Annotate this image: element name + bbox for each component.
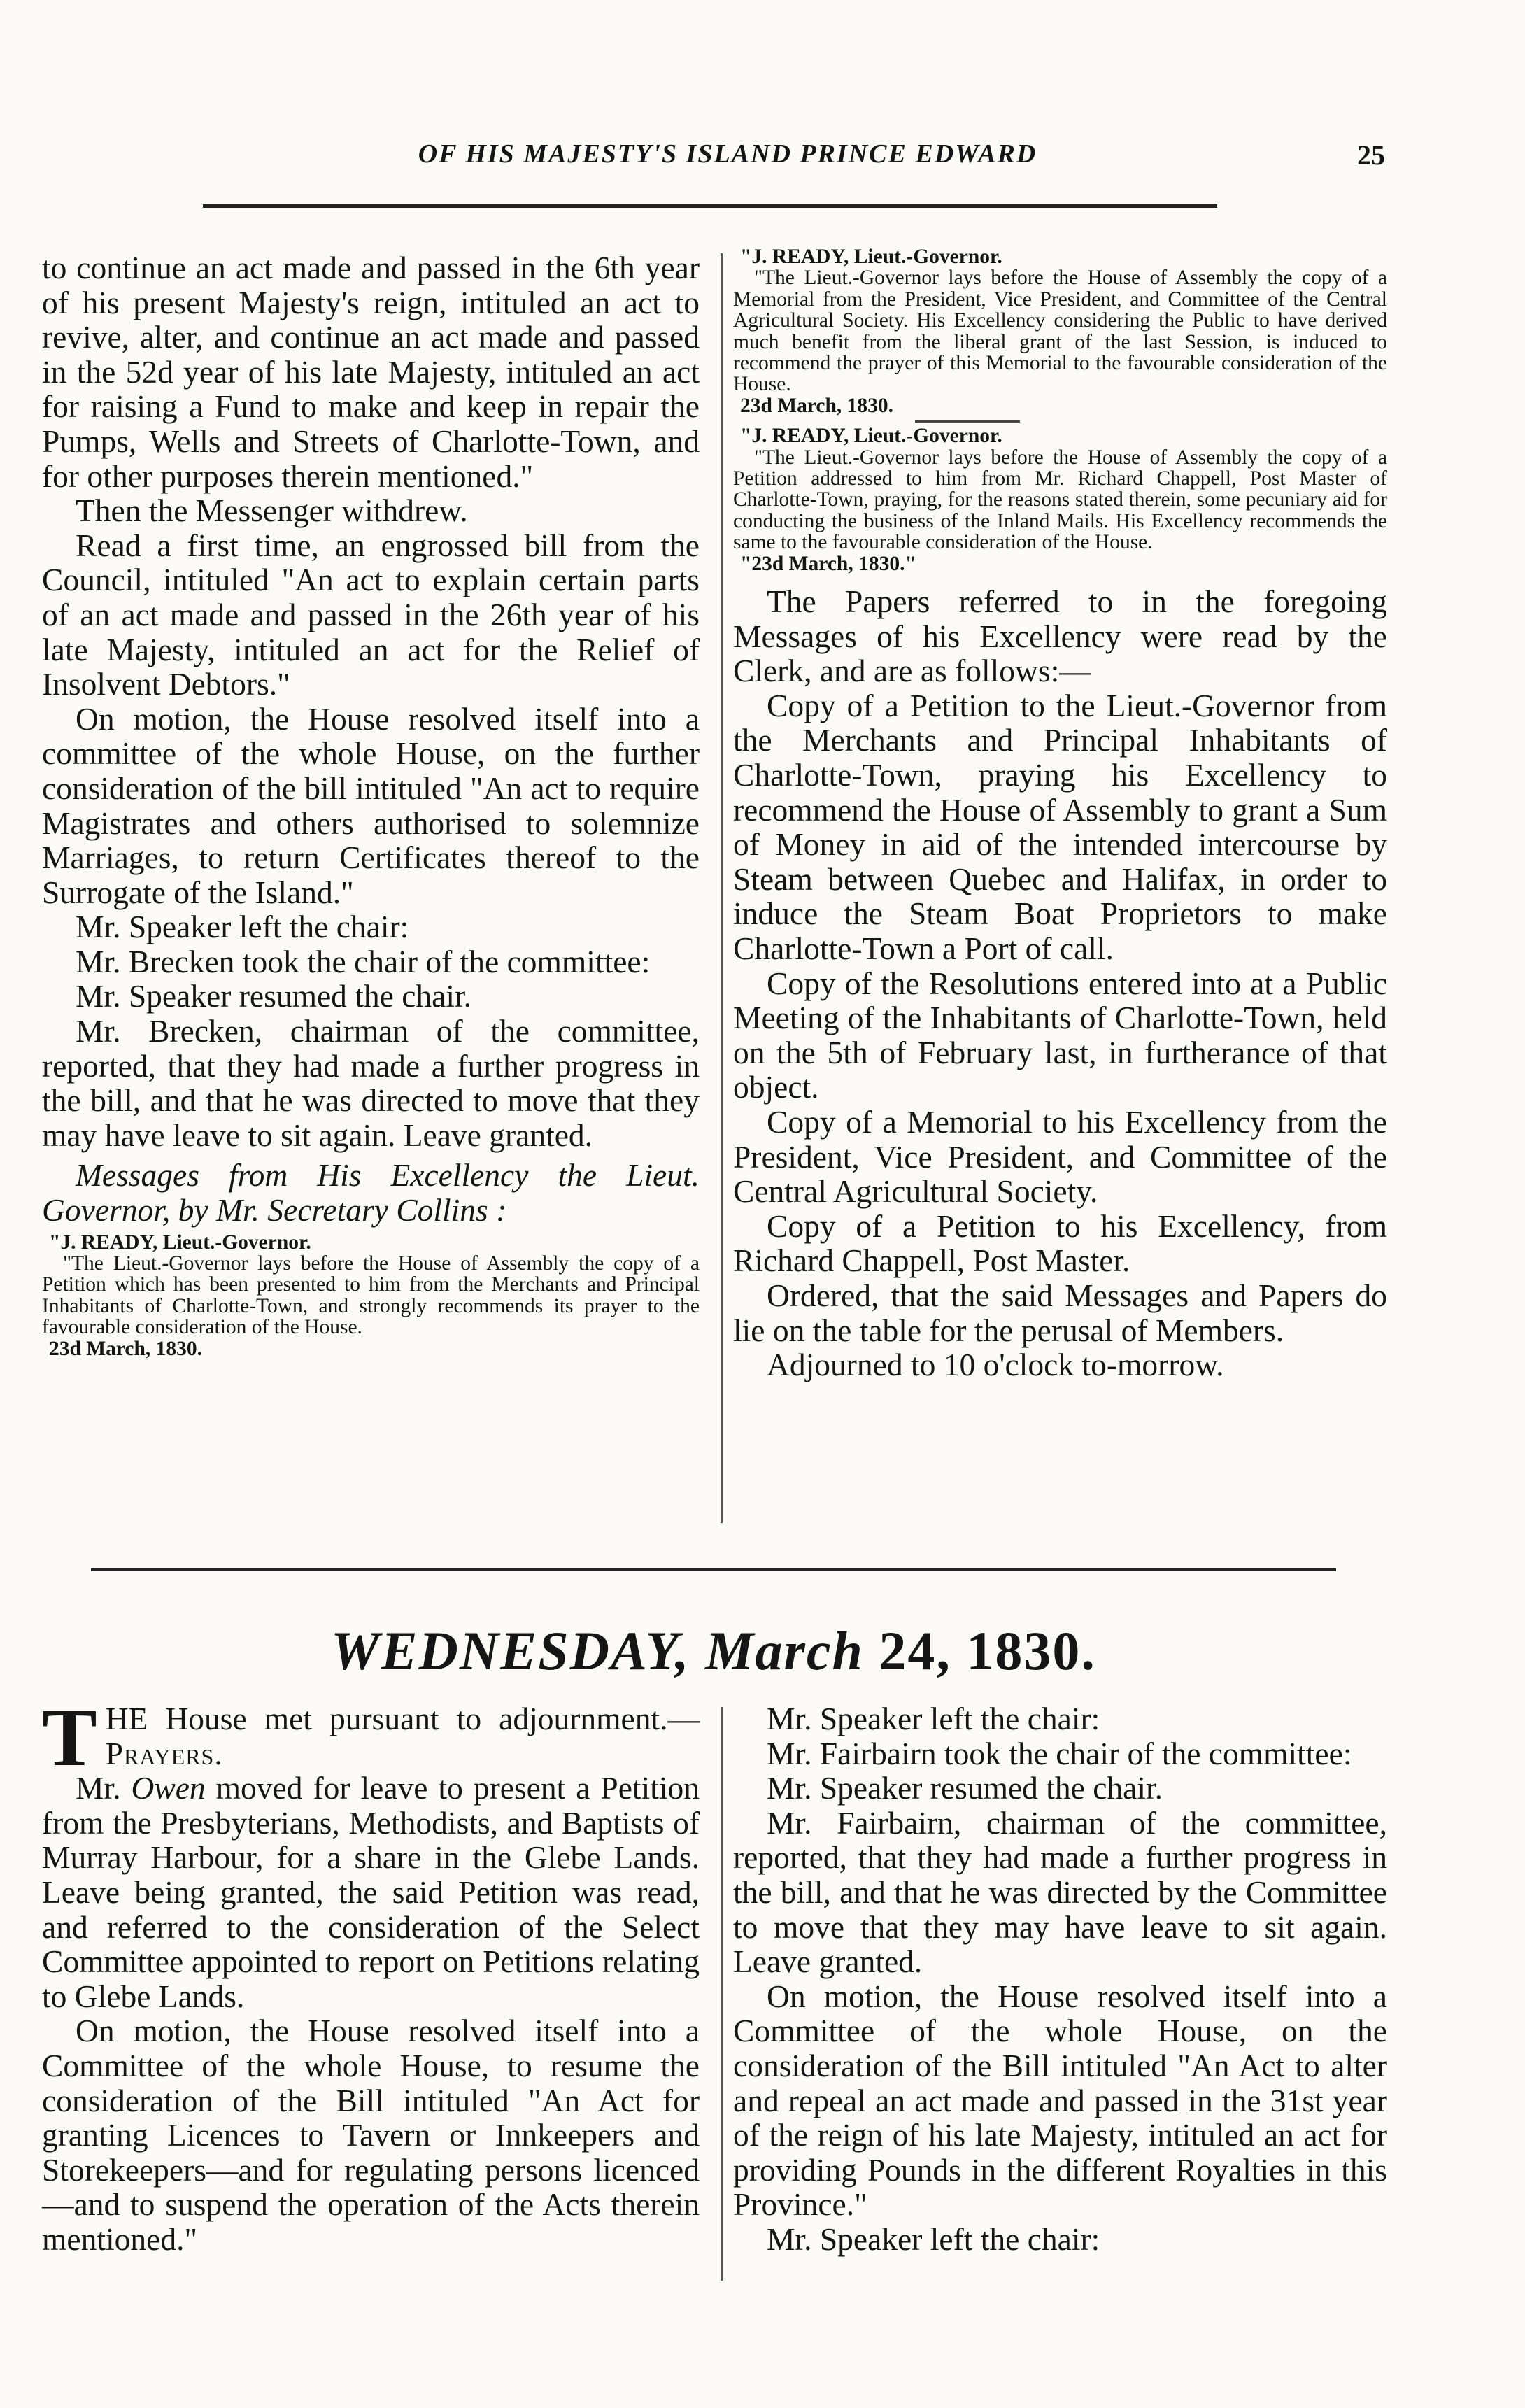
paragraph-lead: Mr. bbox=[76, 1770, 121, 1806]
paragraph: On motion, the House resolved itself into a Committee of the whole House, on the consideration of the Bill intituled "An Act to alter and repeal an act made and passed in the 31st year of the reign of his late Majesty, intituled an act for providing Pounds in the different Royalties in this Province." bbox=[733, 1978, 1387, 2223]
paragraph: to continue an act made and passed in the 6th year of his present Majesty's reign, intituled an act to revive, alter, and continue an act made and passed in the 52d year of his late Majesty, intituled an act for raising a Fund to make and keep in repair the Pumps, Wells and Streets of Charlotte-Town, and for other purposes therein mentioned." bbox=[42, 250, 700, 494]
paragraph: Mr. Brecken, chairman of the committee, reported, that they had made a further progress in the bill, and that he was directed to move that they may have leave to sit again. Leave granted. bbox=[42, 1013, 700, 1153]
paragraph: Mr. Speaker left the chair: bbox=[767, 1701, 1100, 1736]
left-column-bottom bbox=[42, 1692, 700, 2257]
section-heading bbox=[98, 1620, 1329, 1683]
running-title: OF HIS MAJESTY'S ISLAND PRINCE EDWARD bbox=[418, 139, 1037, 169]
section-date: 24, 1830. bbox=[879, 1620, 1096, 1681]
paragraph bbox=[42, 1771, 700, 2013]
section-rule bbox=[91, 1568, 1336, 1571]
section-month: March bbox=[705, 1620, 864, 1681]
paragraph: Copy of a Memorial to his Excellency from the President, Vice President, and Committee of the Central Agricultural Society. bbox=[733, 1104, 1387, 1210]
paragraph: Ordered, that the said Messages and Papers do lie on the table for the perusal of Members. bbox=[733, 1277, 1387, 1348]
header-rule bbox=[203, 204, 1217, 208]
page-header bbox=[98, 139, 1385, 187]
paragraph-text: moved for leave to present a Petition from the Presbyterians, Methodists, and Baptists of Murray Harbour, for a share in the Glebe Lands. Leave being granted, the said Petition was read, and referred to the consideration of the Select Committee appointed to report on Petitions relating to Glebe Lands. bbox=[42, 1770, 700, 2014]
messages-heading: Messages from His Excellency the Lieut. Governor, by Mr. Secretary Collins : bbox=[42, 1157, 700, 1228]
message-signature: "J. READY, Lieut.-Governor. bbox=[740, 425, 1002, 448]
paragraph: Mr. Speaker left the chair: bbox=[76, 909, 409, 945]
paragraph: Mr. Brecken took the chair of the committee: bbox=[76, 943, 651, 979]
message-date: 23d March, 1830. bbox=[740, 394, 894, 417]
opening-paragraph bbox=[42, 1692, 700, 1783]
drop-cap: T bbox=[42, 1692, 97, 1783]
divider bbox=[915, 420, 1020, 423]
message-signature: "J. READY, Lieut.-Governor. bbox=[740, 246, 1002, 268]
paragraph: Mr. Speaker resumed the chair. bbox=[76, 978, 472, 1014]
message-block bbox=[733, 246, 1387, 416]
message-text: "The Lieut.-Governor lays before the House of Assembly the copy of a Memorial from the President, Vice President, and Committee of the Central Agricultural Society. His Excellency considering the Public to have derived much benefit from the liberal grant of the last Session, is induced to recommend the prayer of this Memorial to the favourable consideration of the House. bbox=[733, 267, 1387, 396]
right-column-bottom bbox=[733, 1701, 1387, 2257]
prayers-label: Prayers. bbox=[105, 1735, 223, 1771]
message-date: "23d March, 1830." bbox=[740, 552, 916, 575]
section-day: WEDNESDAY, bbox=[331, 1620, 690, 1681]
message-block bbox=[42, 1232, 700, 1359]
paragraph: The Papers referred to in the foregoing Messages of his Excellency were read by the Clerk, and are as follows:— bbox=[733, 583, 1387, 689]
paragraph: Then the Messenger withdrew. bbox=[76, 493, 468, 529]
paragraph: Copy of a Petition to the Lieut.-Governor from the Merchants and Principal Inhabitants of Charlotte-Town, praying his Excellency to recommend the House of Assembly to grant a Sum of Money in aid of the intended intercourse by Steam between Quebec and Halifax, in order to induce the Steam Boat Proprietors to make Charlotte-Town a Port of call. bbox=[733, 687, 1387, 967]
paragraph: Adjourned to 10 o'clock to-morrow. bbox=[767, 1347, 1224, 1383]
paragraph: Copy of a Petition to his Excellency, from Richard Chappell, Post Master. bbox=[733, 1207, 1387, 1279]
paragraph: Read a first time, an engrossed bill from the Council, intituled "An act to explain certain parts of an act made and passed in the 26th year of his late Majesty, intituled an act for the Relief of Insolvent Debtors." bbox=[42, 527, 700, 702]
paragraph: Mr. Speaker left the chair: bbox=[767, 2221, 1100, 2257]
opening-text: HE House met pursuant to adjournment.— bbox=[105, 1701, 700, 1736]
paragraph: Copy of the Resolutions entered into at a Public Meeting of the Inhabitants of Charlotte-Town, held on the 5th of February last, in furtherance of that object. bbox=[733, 965, 1387, 1105]
message-date: 23d March, 1830. bbox=[49, 1337, 203, 1360]
left-column-top bbox=[42, 250, 700, 1359]
paragraph: On motion, the House resolved itself into a Committee of the whole House, to resume the consideration of the Bill intituled "An Act for granting Licences to Tavern or Innkeepers and Storekeepers—and for regulating persons licenced—and to suspend the operation of the Acts therein mentioned." bbox=[42, 2013, 700, 2257]
column-divider bbox=[721, 253, 723, 1523]
message-block bbox=[733, 425, 1387, 574]
right-column-top bbox=[733, 246, 1387, 1382]
message-signature: "J. READY, Lieut.-Governor. bbox=[49, 1231, 311, 1254]
page-number: 25 bbox=[1357, 139, 1385, 171]
paragraph: Mr. Speaker resumed the chair. bbox=[767, 1770, 1163, 1806]
column-divider bbox=[721, 1707, 723, 2281]
message-text: "The Lieut.-Governor lays before the House of Assembly the copy of a Petition addressed to him from Mr. Richard Chappell, Post Master of Charlotte-Town, praying, for the reasons stated therein, some pecuniary aid for conducting the business of the Inland Mails. His Excellency recommends the same to the favourable consideration of the House. bbox=[733, 446, 1387, 554]
message-text: "The Lieut.-Governor lays before the House of Assembly the copy of a Petition which has been presented to him from the Merchants and Principal Inhabitants of Charlotte-Town, and strongly recommends its prayer to the favourable consideration of the House. bbox=[42, 1252, 700, 1339]
paragraph: Mr. Fairbairn took the chair of the committee: bbox=[767, 1735, 1352, 1771]
paragraph: Mr. Fairbairn, chairman of the committee, reported, that they had made a further progress in the bill, and that he was directed by the Committee to move that they may have leave to sit again. Leave granted. bbox=[733, 1804, 1387, 1980]
member-name: Owen bbox=[131, 1770, 206, 1806]
paragraph: On motion, the House resolved itself into a committee of the whole House, on the further consideration of the bill intituled "An act to require Magistrates and others authorised to solemnize Marriages, to return Certificates thereof to the Surrogate of the Island." bbox=[42, 700, 700, 910]
